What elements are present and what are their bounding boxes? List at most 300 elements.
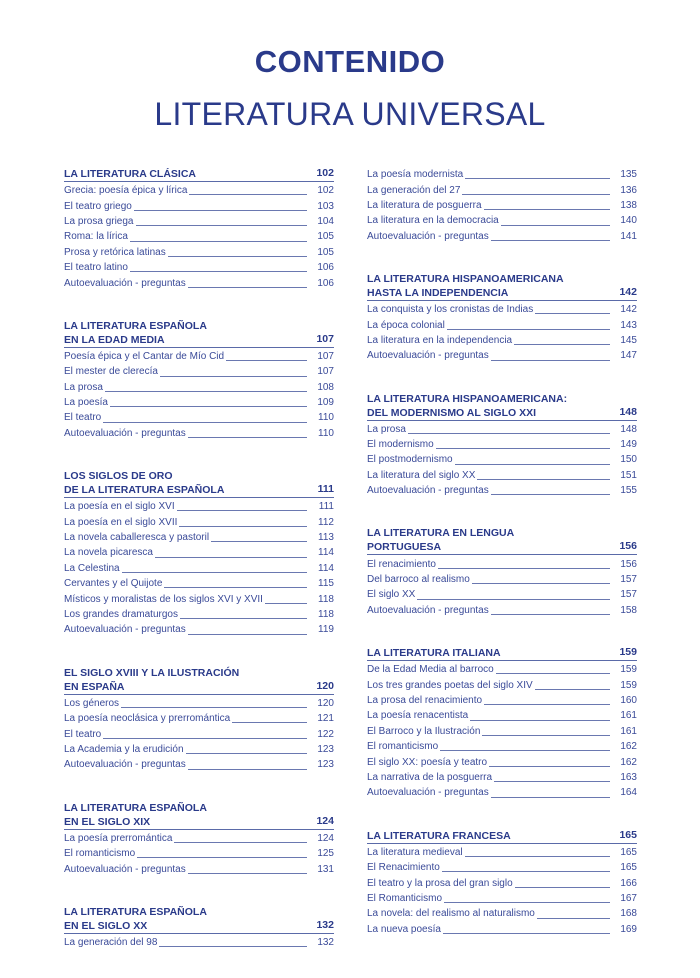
- toc-section-heading[interactable]: [64, 469, 334, 498]
- entry-title: El romanticismo: [64, 848, 136, 860]
- leader-line: [537, 918, 610, 919]
- section-page-number: 124: [316, 814, 334, 827]
- toc-entry[interactable]: [64, 742, 334, 757]
- leader-line: [134, 210, 307, 211]
- toc-entry[interactable]: [64, 545, 334, 560]
- entry-title: De la Edad Media al barroco: [367, 664, 494, 676]
- entry-page-number: 108: [317, 381, 334, 393]
- toc-entry[interactable]: [64, 426, 334, 441]
- toc-entry[interactable]: [367, 891, 637, 906]
- toc-entry[interactable]: [367, 770, 637, 785]
- leader-line: [465, 856, 610, 857]
- leader-line: [515, 887, 610, 888]
- toc-entry[interactable]: [64, 622, 334, 637]
- toc-section: [367, 646, 637, 801]
- leader-line: [232, 722, 307, 723]
- entry-title: Los grandes dramaturgos: [64, 609, 178, 620]
- leader-line: [443, 933, 610, 934]
- toc-entry[interactable]: [64, 380, 334, 395]
- leader-line: [226, 360, 307, 361]
- entry-title: El renacimiento: [367, 558, 436, 570]
- toc-section-heading[interactable]: [64, 905, 334, 934]
- toc-entry[interactable]: [367, 587, 637, 602]
- leader-line: [442, 871, 610, 872]
- toc-entry[interactable]: [367, 182, 637, 197]
- toc-entry[interactable]: [64, 726, 334, 741]
- entry-title: El siglo XX: [367, 589, 416, 601]
- entry-page-number: 156: [620, 558, 637, 570]
- leader-line: [408, 433, 610, 434]
- entry-page-number: 148: [620, 423, 637, 435]
- toc-entry[interactable]: [64, 275, 334, 290]
- entry-page-number: 168: [620, 908, 637, 920]
- entry-title: La prosa: [367, 423, 406, 435]
- entry-page-number: 104: [317, 215, 334, 227]
- toc-section-heading[interactable]: [367, 272, 637, 301]
- leader-line: [491, 797, 610, 798]
- toc-section: [367, 526, 637, 618]
- entry-title: Los géneros: [64, 697, 120, 709]
- entry-page-number: 149: [620, 439, 637, 451]
- leader-line: [188, 873, 307, 874]
- leader-line: [164, 587, 307, 588]
- entry-page-number: 105: [317, 231, 334, 243]
- toc-section-heading[interactable]: [367, 646, 637, 661]
- toc-section-heading[interactable]: [64, 167, 334, 182]
- toc-section-heading[interactable]: [367, 526, 637, 555]
- entry-page-number: 112: [318, 516, 334, 528]
- entry-title: La generación del 27: [367, 184, 461, 196]
- entry-page-number: 157: [620, 574, 637, 586]
- section-page-number: 165: [619, 828, 637, 841]
- section-title: LOS SIGLOS DE ORO: [64, 470, 173, 483]
- toc-entry[interactable]: [64, 214, 334, 229]
- entry-page-number: 102: [317, 185, 334, 197]
- entry-page-number: 106: [317, 277, 334, 289]
- toc-entry[interactable]: [367, 677, 637, 692]
- leader-line: [160, 376, 307, 377]
- leader-line: [168, 256, 307, 257]
- entry-title: Poesía épica y el Cantar de Mío Cid: [64, 350, 225, 362]
- entry-page-number: 143: [620, 319, 637, 331]
- toc-entry[interactable]: [367, 693, 637, 708]
- section-title-line2: DE LA LITERATURA ESPAÑOLA: [64, 484, 225, 497]
- section-page-number: 148: [619, 405, 637, 418]
- entry-title: La poesía neoclásica y prerromántica: [64, 713, 231, 725]
- entry-title: La Celestina: [64, 562, 120, 574]
- leader-line: [180, 618, 307, 619]
- leader-line: [136, 225, 308, 226]
- entry-title: La poesía: [64, 397, 108, 409]
- toc-section-heading[interactable]: [367, 392, 637, 421]
- entry-title: La generación del 98: [64, 936, 158, 948]
- leader-line: [122, 572, 307, 573]
- entry-page-number: 118: [318, 593, 334, 605]
- toc-entry[interactable]: [64, 514, 334, 529]
- leader-line: [103, 422, 307, 423]
- toc-entry[interactable]: [64, 711, 334, 726]
- entry-title: El postmodernismo: [367, 454, 453, 466]
- toc-section: [64, 905, 334, 950]
- leader-line: [436, 448, 610, 449]
- toc-entry[interactable]: [64, 530, 334, 545]
- leader-line: [188, 437, 307, 438]
- toc-entry[interactable]: [367, 317, 637, 332]
- toc-right-column: [367, 167, 637, 965]
- leader-line: [489, 766, 610, 767]
- entry-page-number: 151: [620, 469, 637, 481]
- toc-section-heading[interactable]: [64, 666, 334, 695]
- toc-entry[interactable]: [64, 696, 334, 711]
- section-title: LA LITERATURA ESPAÑOLA: [64, 319, 207, 332]
- entry-page-number: 141: [620, 230, 637, 242]
- entry-title: Grecia: poesía épica y lírica: [64, 185, 188, 197]
- section-title: LA LITERATURA HISPANOAMERICANA: [367, 272, 564, 285]
- toc-entry[interactable]: [367, 198, 637, 213]
- toc-entry[interactable]: [64, 410, 334, 425]
- leader-line: [440, 750, 610, 751]
- toc-entry[interactable]: [64, 861, 334, 876]
- leader-line: [189, 194, 307, 195]
- toc-entry[interactable]: [64, 561, 334, 576]
- entry-title: Cervantes y el Quijote: [64, 578, 163, 590]
- entry-page-number: 131: [317, 863, 334, 875]
- toc-entry[interactable]: [367, 302, 637, 317]
- toc-entry[interactable]: [367, 333, 637, 348]
- toc-entry[interactable]: [367, 662, 637, 677]
- toc-section: [64, 319, 334, 441]
- entry-title: La novela picaresca: [64, 547, 153, 559]
- entry-title: Autoevaluación - preguntas: [64, 759, 186, 771]
- leader-line: [186, 753, 307, 754]
- section-page-number: 132: [316, 918, 334, 931]
- leader-line: [484, 209, 610, 210]
- section-title: EL SIGLO XVIII Y LA ILUSTRACIÓN: [64, 666, 240, 679]
- entry-page-number: 114: [318, 547, 334, 559]
- page-subtitle: LITERATURA UNIVERSAL: [154, 96, 546, 132]
- leader-line: [110, 406, 307, 407]
- entry-title: La poesía prerromántica: [64, 832, 173, 844]
- entry-page-number: 113: [318, 532, 334, 544]
- entry-page-number: 138: [620, 199, 637, 211]
- section-title: LA LITERATURA HISPANOAMERICANA:: [367, 392, 568, 405]
- entry-title: La novela: del realismo al naturalismo: [367, 908, 535, 920]
- leader-line: [470, 720, 610, 721]
- entry-title: La poesía renacentista: [367, 710, 469, 722]
- leader-line: [535, 689, 610, 690]
- leader-line: [130, 271, 307, 272]
- entry-page-number: 164: [620, 787, 637, 799]
- toc-entry[interactable]: [367, 556, 637, 571]
- leader-line: [477, 479, 610, 480]
- entry-page-number: 160: [620, 695, 637, 706]
- toc-entry[interactable]: [64, 591, 334, 606]
- entry-page-number: 107: [317, 366, 334, 378]
- leader-line: [491, 360, 610, 361]
- leader-line: [265, 603, 307, 604]
- toc-section: [367, 167, 637, 244]
- entry-title: Autoevaluación - preguntas: [64, 863, 186, 875]
- toc-section: [64, 801, 334, 877]
- entry-title: Los tres grandes poetas del siglo XIV: [367, 679, 533, 691]
- entry-title: La literatura medieval: [367, 846, 463, 858]
- toc-entry[interactable]: [367, 906, 637, 921]
- entry-page-number: 125: [317, 848, 334, 860]
- leader-line: [491, 494, 610, 495]
- leader-line: [438, 568, 610, 569]
- entry-title: La prosa del renacimiento: [367, 695, 483, 706]
- leader-line: [535, 313, 610, 314]
- entry-title: El siglo XX: poesía y teatro: [367, 756, 488, 768]
- toc-section: [367, 272, 637, 364]
- toc-entry[interactable]: [64, 831, 334, 846]
- entry-title: Roma: la lírica: [64, 231, 128, 243]
- entry-page-number: 136: [620, 184, 637, 196]
- toc-section: [64, 167, 334, 291]
- entry-page-number: 165: [620, 862, 637, 874]
- toc-section: [367, 392, 637, 499]
- entry-page-number: 147: [620, 350, 637, 362]
- toc-entry[interactable]: [367, 739, 637, 754]
- entry-title: La literatura de posguerra: [367, 199, 482, 211]
- entry-page-number: 111: [318, 501, 334, 513]
- toc-entry[interactable]: [367, 468, 637, 483]
- entry-title: La poesía en el siglo XVI: [64, 501, 175, 513]
- entry-page-number: 165: [620, 846, 637, 858]
- toc-entry[interactable]: [367, 603, 637, 618]
- entry-page-number: 161: [620, 710, 637, 722]
- toc-entry[interactable]: [367, 708, 637, 723]
- entry-title: La conquista y los cronistas de Indias: [367, 304, 534, 316]
- entry-page-number: 115: [318, 578, 334, 590]
- entry-title: El teatro: [64, 412, 102, 424]
- entry-page-number: 123: [317, 759, 334, 771]
- toc-entry[interactable]: [367, 845, 637, 860]
- section-title: LA LITERATURA ESPAÑOLA: [64, 905, 207, 918]
- entry-page-number: 109: [317, 397, 334, 409]
- toc-entry[interactable]: [64, 757, 334, 772]
- entry-title: La época colonial: [367, 319, 445, 331]
- entry-title: La prosa: [64, 381, 103, 393]
- entry-page-number: 122: [317, 728, 334, 740]
- leader-line: [177, 510, 307, 511]
- page-title: CONTENIDO: [254, 44, 446, 79]
- entry-page-number: 161: [620, 725, 637, 737]
- section-title: LA LITERATURA EN LENGUA: [367, 527, 515, 540]
- entry-title: Autoevaluación - preguntas: [367, 230, 489, 242]
- entry-title: Autoevaluación - preguntas: [367, 604, 489, 616]
- entry-title: La novela caballeresca y pastoril: [64, 532, 210, 544]
- entry-title: El Barroco y la Ilustración: [367, 725, 481, 737]
- entry-title: El Romanticismo: [367, 892, 443, 904]
- section-title-line2: EN ESPAÑA: [64, 680, 125, 693]
- section-title-line2: PORTUGUESA: [367, 541, 442, 554]
- entry-title: Autoevaluación - preguntas: [367, 485, 489, 497]
- entry-title: La Academia y la erudición: [64, 743, 184, 755]
- toc-entry[interactable]: [64, 499, 334, 514]
- entry-title: La narrativa de la posguerra: [367, 771, 493, 783]
- leader-line: [103, 738, 307, 739]
- toc-entry[interactable]: [367, 754, 637, 769]
- toc-section: [64, 666, 334, 773]
- entry-title: La prosa griega: [64, 215, 134, 227]
- toc-entry[interactable]: [367, 167, 637, 182]
- leader-line: [465, 178, 610, 179]
- leader-line: [174, 842, 307, 843]
- entry-page-number: 159: [620, 664, 637, 676]
- entry-page-number: 145: [620, 334, 637, 346]
- entry-title: Autoevaluación - preguntas: [64, 277, 186, 289]
- entry-page-number: 140: [620, 215, 637, 227]
- toc-entry[interactable]: [64, 846, 334, 861]
- leader-line: [211, 541, 307, 542]
- toc-entry[interactable]: [367, 724, 637, 739]
- entry-page-number: 150: [620, 454, 637, 466]
- entry-page-number: 157: [620, 589, 637, 601]
- toc-entry[interactable]: [367, 875, 637, 890]
- entry-title: El teatro y la prosa del gran siglo: [367, 877, 513, 889]
- toc-entry[interactable]: [64, 935, 334, 950]
- entry-page-number: 135: [620, 169, 637, 181]
- toc-entry[interactable]: [367, 572, 637, 587]
- entry-title: El teatro latino: [64, 262, 128, 274]
- toc-entry[interactable]: [367, 422, 637, 437]
- leader-line: [121, 707, 307, 708]
- entry-title: El modernismo: [367, 439, 434, 451]
- toc-entry[interactable]: [64, 395, 334, 410]
- entry-page-number: 107: [317, 350, 334, 362]
- toc-entry[interactable]: [64, 229, 334, 244]
- section-title-line2: EN EL SIGLO XIX: [64, 815, 151, 828]
- section-page-number: 120: [316, 679, 334, 692]
- entry-title: La literatura en la democracia: [367, 215, 499, 227]
- entry-title: La nueva poesía: [367, 923, 441, 935]
- section-title-line2: DEL MODERNISMO AL SIGLO XXI: [367, 406, 536, 419]
- leader-line: [496, 673, 610, 674]
- entry-page-number: 132: [317, 936, 334, 948]
- entry-title: La literatura en la independencia: [367, 334, 513, 346]
- entry-page-number: 162: [620, 741, 637, 753]
- leader-line: [188, 769, 307, 770]
- entry-page-number: 163: [620, 771, 637, 783]
- section-page-number: 107: [316, 332, 334, 345]
- entry-title: La poesía modernista: [367, 169, 464, 181]
- toc-entry[interactable]: [64, 245, 334, 260]
- entry-page-number: 123: [317, 743, 334, 755]
- entry-title: El mester de clerecía: [64, 366, 158, 378]
- entry-page-number: 118: [318, 609, 334, 620]
- entry-page-number: 167: [620, 892, 637, 904]
- section-title-line2: HASTA LA INDEPENDENCIA: [367, 286, 509, 299]
- entry-page-number: 159: [620, 679, 637, 691]
- toc-entry[interactable]: [367, 483, 637, 498]
- toc-left-column: [64, 167, 334, 978]
- entry-title: Autoevaluación - preguntas: [367, 350, 489, 362]
- entry-page-number: 121: [317, 713, 334, 725]
- entry-page-number: 166: [620, 877, 637, 889]
- leader-line: [179, 526, 307, 527]
- entry-page-number: 155: [620, 485, 637, 497]
- leader-line: [462, 194, 610, 195]
- toc-entry[interactable]: [64, 260, 334, 275]
- entry-title: Del barroco al realismo: [367, 574, 470, 586]
- leader-line: [491, 614, 610, 615]
- toc-entry[interactable]: [367, 213, 637, 228]
- section-title-line2: EN LA EDAD MEDIA: [64, 333, 165, 346]
- entry-page-number: 103: [317, 200, 334, 212]
- leader-line: [417, 599, 610, 600]
- toc-entry[interactable]: [367, 922, 637, 937]
- entry-title: El teatro griego: [64, 200, 132, 212]
- toc-section-heading[interactable]: [367, 829, 637, 844]
- leader-line: [501, 225, 610, 226]
- section-title: LA LITERATURA ESPAÑOLA: [64, 801, 207, 814]
- leader-line: [159, 946, 307, 947]
- section-page-number: 159: [619, 646, 637, 659]
- entry-page-number: 120: [317, 697, 334, 709]
- entry-title: Prosa y retórica latinas: [64, 246, 166, 258]
- section-title: LA LITERATURA FRANCESA: [367, 829, 511, 842]
- entry-title: El romanticismo: [367, 741, 439, 753]
- entry-title: Místicos y moralistas de los siglos XVI y XVII: [64, 593, 263, 605]
- entry-title: Autoevaluación - preguntas: [64, 427, 186, 439]
- toc-entry[interactable]: [64, 364, 334, 379]
- leader-line: [188, 634, 307, 635]
- leader-line: [130, 241, 307, 242]
- entry-page-number: 124: [317, 832, 334, 844]
- entry-page-number: 162: [620, 756, 637, 768]
- toc-entry[interactable]: [367, 437, 637, 452]
- entry-page-number: 119: [318, 624, 334, 636]
- toc-entry[interactable]: [367, 229, 637, 244]
- section-title-line2: EN EL SIGLO XX: [64, 919, 148, 932]
- toc-entry[interactable]: [64, 198, 334, 213]
- leader-line: [137, 857, 307, 858]
- section-page-number: 142: [619, 285, 637, 298]
- leader-line: [491, 240, 610, 241]
- leader-line: [455, 464, 610, 465]
- toc-section-heading[interactable]: [64, 801, 334, 830]
- toc-section-heading[interactable]: [64, 319, 334, 348]
- toc-entry[interactable]: [64, 349, 334, 364]
- section-title: LA LITERATURA ITALIANA: [367, 647, 501, 660]
- leader-line: [482, 735, 610, 736]
- section-page-number: 111: [317, 483, 334, 496]
- leader-line: [155, 557, 307, 558]
- entry-title: El teatro: [64, 728, 102, 740]
- toc-entry[interactable]: [64, 576, 334, 591]
- toc-entry[interactable]: [64, 607, 334, 622]
- leader-line: [494, 781, 610, 782]
- entry-page-number: 110: [318, 427, 334, 439]
- toc-entry[interactable]: [367, 860, 637, 875]
- entry-title: Autoevaluación - preguntas: [64, 624, 186, 636]
- leader-line: [484, 704, 610, 705]
- entry-title: La poesía en el siglo XVII: [64, 516, 178, 528]
- entry-page-number: 142: [620, 304, 637, 316]
- toc-entry[interactable]: [367, 785, 637, 800]
- leader-line: [514, 344, 610, 345]
- entry-page-number: 114: [318, 562, 334, 574]
- leader-line: [105, 391, 307, 392]
- toc-entry[interactable]: [367, 348, 637, 363]
- entry-page-number: 105: [317, 246, 334, 258]
- entry-page-number: 158: [620, 604, 637, 616]
- toc-entry[interactable]: [367, 452, 637, 467]
- section-page-number: 156: [619, 540, 637, 553]
- section-page-number: 102: [316, 167, 334, 179]
- toc-entry[interactable]: [64, 183, 334, 198]
